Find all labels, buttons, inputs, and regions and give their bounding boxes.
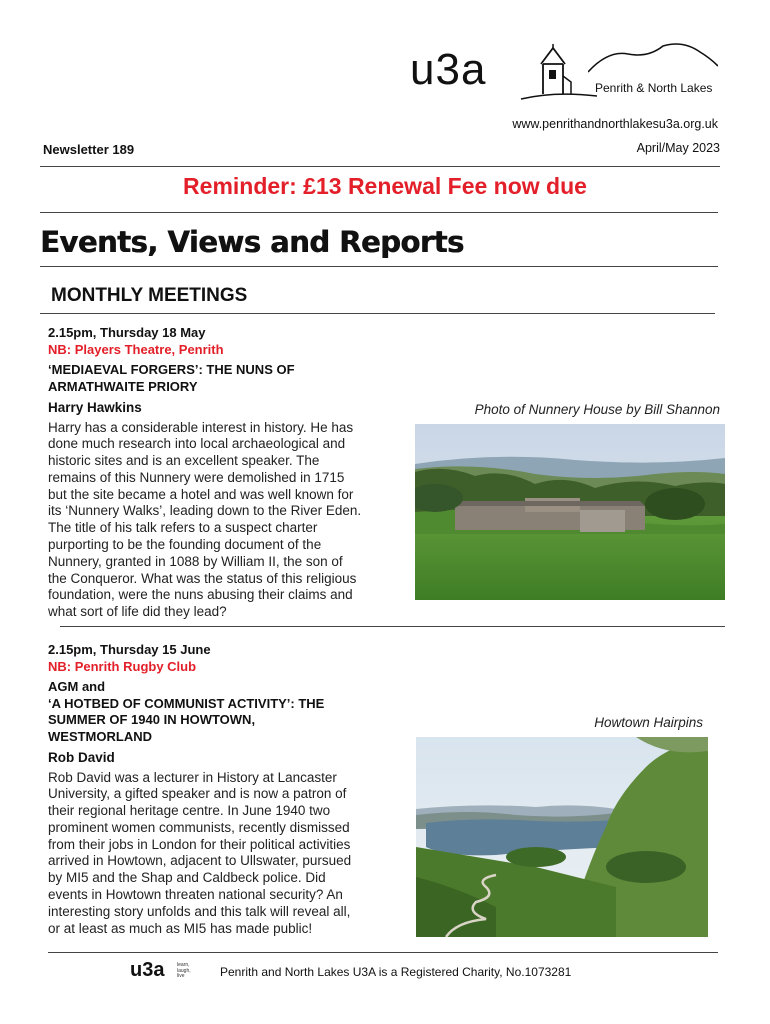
event-speaker: Rob David (48, 750, 115, 765)
event-title-line: ARMATHWAITE PRIORY (48, 378, 198, 394)
tagline-line: live (177, 973, 185, 979)
body-line: interesting story unfolds and this talk will reveal all, (48, 903, 351, 919)
body-line: prominent women communists, recently dismissed (48, 819, 350, 835)
body-line: Nunnery, granted in 1088 by William II, the son of (48, 553, 343, 569)
body-line: historic sites and is an excellent speaker. The (48, 453, 320, 469)
footer-u3a-logo: u3a (130, 959, 165, 981)
body-line: Harry has a considerable interest in history. He has (48, 419, 354, 435)
event-title-line: ‘MEDIAEVAL FORGERS’: THE NUNS OF (48, 362, 295, 377)
renewal-reminder: Reminder: £13 Renewal Fee now due (183, 173, 587, 199)
body-line: its ‘Nunnery Walks’, leading down to the River Eden. (48, 503, 362, 519)
nunnery-house-photo (415, 424, 725, 600)
reminder-divider (40, 212, 718, 213)
tagline-line: learn, (177, 962, 190, 968)
body-line: events in Howtown threaten national security? An (48, 887, 343, 903)
hills-logo-icon (588, 40, 718, 84)
u3a-logo-text: u3a (410, 45, 487, 94)
body-line: their regional heritage centre. In June 1940 two (48, 803, 331, 819)
body-line: by MI5 and the Shap and Caldbeck police. Did (48, 870, 326, 886)
body-line: University, a gifted speaker and is now a patron of (48, 786, 347, 802)
event-may (48, 325, 413, 621)
event-time: 2.15pm, Thursday 15 June (48, 642, 211, 657)
header-divider (40, 166, 720, 167)
event-description (48, 420, 413, 622)
body-line: remains of this Nunnery were demolished in 1715 (48, 469, 345, 485)
body-line: but the site became a hotel and was well known for (48, 486, 354, 502)
event-venue: NB: Players Theatre, Penrith (48, 341, 224, 357)
body-line: purporting to be the founding document of the (48, 537, 322, 553)
logo-group-name: Penrith & North Lakes (595, 81, 713, 95)
event-description (48, 770, 413, 938)
monthly-meetings-heading: MONTHLY MEETINGS (51, 285, 248, 306)
body-line: done much research into local archaeological and (48, 436, 346, 452)
event-june (48, 642, 413, 937)
event-title-line: AGM and (48, 679, 106, 694)
photo-caption-hairpins: Howtown Hairpins (594, 715, 703, 730)
newsletter-number: Newsletter 189 (43, 142, 135, 157)
event-title-line: ‘A HOTBED OF COMMUNIST ACTIVITY’: THE (48, 695, 325, 711)
body-line: the Conqueror. What was the status of this religious (48, 570, 357, 586)
section-divider (40, 266, 718, 267)
event-title-line: WESTMORLAND (48, 728, 152, 744)
body-line: arrived in Howtown, adjacent to Ullswater, pursued (48, 853, 352, 869)
body-line: from their jobs in London for their political activities (48, 836, 351, 852)
body-line: Rob David was a lecturer in History at Lancaster (48, 769, 337, 785)
issue-date: April/May 2023 (636, 141, 720, 155)
event-divider (60, 626, 725, 627)
website-url[interactable]: www.penrithandnorthlakesu3a.org.uk (512, 117, 718, 131)
body-line: what sort of life did they lead? (48, 604, 227, 620)
tagline-line: laugh, (177, 967, 191, 974)
event-title-line: SUMMER OF 1940 IN HOWTOWN, (48, 712, 256, 727)
photo-caption-nunnery: Photo of Nunnery House by Bill Shannon (474, 402, 720, 417)
section-title: Events, Views and Reports (40, 225, 464, 259)
body-line: The title of his talk refers to a suspect charter (48, 520, 318, 536)
charity-notice: Penrith and North Lakes U3A is a Registered Charity, No.1073281 (220, 965, 572, 979)
event-time: 2.15pm, Thursday 18 May (48, 325, 206, 340)
event-speaker: Harry Hawkins (48, 400, 142, 415)
event-venue: NB: Penrith Rugby Club (48, 658, 197, 674)
howtown-hairpins-photo (416, 737, 708, 937)
footer-divider (48, 952, 718, 953)
body-line: or at least as much as MI5 has made public! (48, 920, 313, 936)
body-line: foundation, were the nuns abusing their claims and (48, 587, 353, 603)
meetings-divider (40, 313, 715, 314)
footer-logo-tagline (177, 963, 191, 980)
